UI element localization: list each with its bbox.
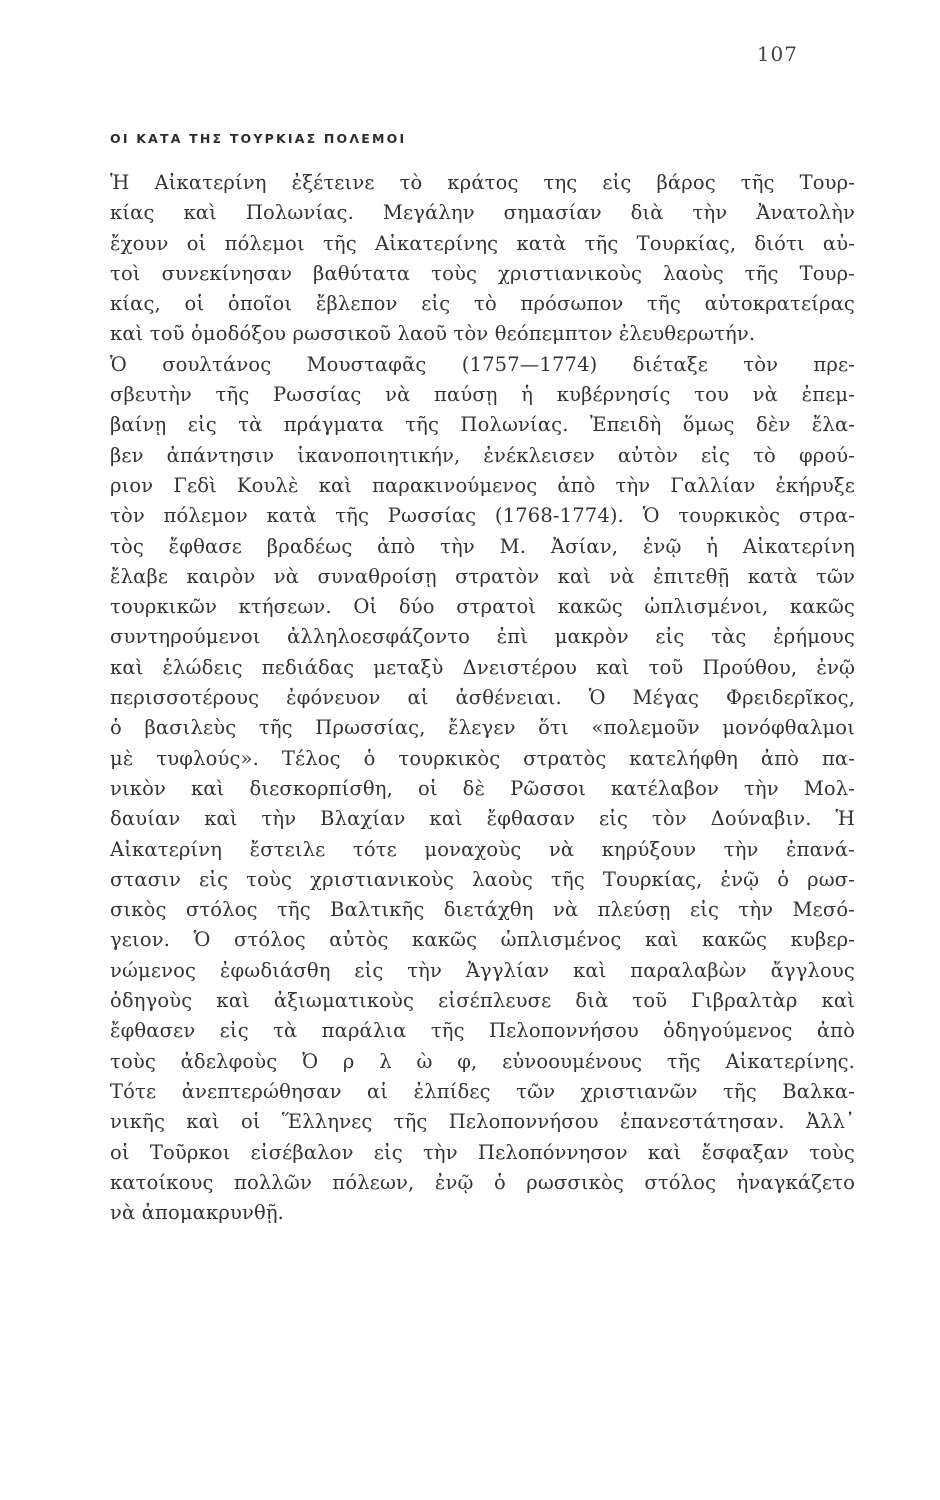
text-line: συντηρούμενοι ἀλληλοεσφάζοντο ἐπὶ μακρὸν εἰς τὰς ἐρήμους bbox=[110, 625, 855, 649]
text-line: νικῆς καὶ οἱ Ἕλληνες τῆς Πελοποννήσου ἐπανεστάτησαν. Ἀλλ᾽ bbox=[110, 1110, 855, 1134]
text-line: καὶ ἑλώδεις πεδιάδας μεταξὺ Δνειστέρου καὶ τοῦ Προύθου, ἐνῷ bbox=[110, 655, 855, 679]
body-text bbox=[110, 168, 855, 1228]
text-line: οἱ Τοῦρκοι εἰσέβαλον εἰς τὴν Πελοπόννησον καὶ ἔσφαξαν τοὺς bbox=[110, 1140, 855, 1164]
text-line: Αἰκατερίνη ἔστειλε τότε μοναχοὺς νὰ κηρύξουν τὴν ἐπανά- bbox=[110, 837, 855, 861]
text-line: σικὸς στόλος τῆς Βαλτικῆς διετάχθη νὰ πλεύσῃ εἰς τὴν Μεσό- bbox=[110, 898, 855, 922]
text-line: περισσοτέρους ἐφόνευον αἱ ἀσθένειαι. Ὁ Μέγας Φρειδερῖκος, bbox=[110, 686, 855, 710]
text-line: Τότε ἀνεπτερώθησαν αἱ ἐλπίδες τῶν χριστιανῶν τῆς Βαλκα- bbox=[110, 1079, 855, 1103]
text-line: βεν ἀπάντησιν ἱκανοποιητικήν, ἐνέκλεισεν αὐτὸν εἰς τὸ φρού- bbox=[110, 443, 855, 467]
text-line: σβευτὴν τῆς Ρωσσίας νὰ παύσῃ ἡ κυβέρνησίς του νὰ ἐπεμ- bbox=[110, 383, 855, 407]
text-line: βαίνῃ εἰς τὰ πράγματα τῆς Πολωνίας. Ἐπειδὴ ὅμως δὲν ἔλα- bbox=[110, 413, 855, 437]
text-line: ὁδηγοὺς καὶ ἀξιωματικοὺς εἰσέπλευσε διὰ τοῦ Γιβραλτὰρ καὶ bbox=[110, 989, 855, 1013]
text-line: καὶ τοῦ ὁμοδόξου ρωσσικοῦ λαοῦ τὸν θεόπεμπτον ἐλευθερωτήν. bbox=[110, 322, 756, 346]
text-line: στασιν εἰς τοὺς χριστιανικοὺς λαοὺς τῆς Τουρκίας, ἐνῷ ὁ ρωσ- bbox=[110, 867, 855, 891]
text-line: νὰ ἀπομακρυνθῇ. bbox=[110, 1201, 285, 1225]
text-line: ὁ βασιλεὺς τῆς Πρωσσίας, ἔλεγεν ὅτι «πολεμοῦν μονόφθαλμοι bbox=[110, 716, 855, 740]
text-line: τὸς ἔφθασε βραδέως ἀπὸ τὴν Μ. Ἀσίαν, ἐνῷ ἡ Αἰκατερίνη bbox=[110, 534, 855, 558]
text-line: ἔχουν οἱ πόλεμοι τῆς Αἰκατερίνης κατὰ τῆς Τουρκίας, διότι αὐ- bbox=[110, 231, 855, 255]
text-line: γειον. Ὁ στόλος αὐτὸς κακῶς ὡπλισμένος καὶ κακῶς κυβερ- bbox=[110, 928, 855, 952]
text-line: ριον Γεδὶ Κουλὲ καὶ παρακινούμενος ἀπὸ τὴν Γαλλίαν ἐκήρυξε bbox=[110, 473, 855, 497]
text-line: μὲ τυφλούς». Τέλος ὁ τουρκικὸς στρατὸς κατελήφθη ἀπὸ πα- bbox=[110, 746, 855, 770]
text-line: τὸν πόλεμον κατὰ τῆς Ρωσσίας (1768-1774). Ὁ τουρκικὸς στρα- bbox=[110, 504, 855, 528]
text-line: νώμενος ἐφωδιάσθη εἰς τὴν Ἀγγλίαν καὶ παραλαβὼν ἄγγλους bbox=[110, 958, 855, 982]
text-line: Ἡ Αἰκατερίνη ἐξέτεινε τὸ κράτος της εἰς βάρος τῆς Τουρ- bbox=[110, 171, 855, 194]
text-line: τοὺς ἀδελφοὺς Ὀ ρ λ ὼ φ, εὐνοουμένους τῆς Αἰκατερίνης. bbox=[110, 1049, 855, 1073]
text-line: κίας καὶ Πολωνίας. Μεγάλην σημασίαν διὰ τὴν Ἀνατολὴν bbox=[110, 201, 855, 225]
text-line: τουρκικῶν κτήσεων. Οἱ δύο στρατοὶ κακῶς ὡπλισμένοι, κακῶς bbox=[110, 595, 855, 619]
text-line: ἔλαβε καιρὸν νὰ συναθροίσῃ στρατὸν καὶ νὰ ἐπιτεθῇ κατὰ τῶν bbox=[110, 564, 855, 588]
text-line: δαυίαν καὶ τὴν Βλαχίαν καὶ ἔφθασαν εἰς τὸν Δούναβιν. Ἡ bbox=[110, 807, 855, 831]
page-number: 107 bbox=[756, 42, 798, 66]
text-line: νικὸν καὶ διεσκορπίσθη, οἱ δὲ Ρῶσσοι κατέλαβον τὴν Μολ- bbox=[110, 776, 855, 800]
running-head: ΟΙ ΚΑΤΑ ΤΗΣ ΤΟΥΡΚΙΑΣ ΠΟΛΕΜΟΙ bbox=[110, 131, 407, 146]
text-line: ἔφθασεν εἰς τὰ παράλια τῆς Πελοποννήσου ὁδηγούμενος ἀπὸ bbox=[110, 1019, 855, 1043]
text-line: κίας, οἱ ὁποῖοι ἔβλεπον εἰς τὸ πρόσωπον τῆς αὐτοκρατείρας bbox=[110, 292, 855, 316]
text-line: Ὁ σουλτάνος Μουσταφᾶς (1757—1774) διέταξε τὸν πρε- bbox=[110, 352, 855, 376]
text-line: κατοίκους πολλῶν πόλεων, ἐνῷ ὁ ρωσσικὸς στόλος ἠναγκάζετο bbox=[110, 1170, 855, 1194]
text-line: τοὶ συνεκίνησαν βαθύτατα τοὺς χριστιανικοὺς λαοὺς τῆς Τουρ- bbox=[110, 261, 855, 285]
